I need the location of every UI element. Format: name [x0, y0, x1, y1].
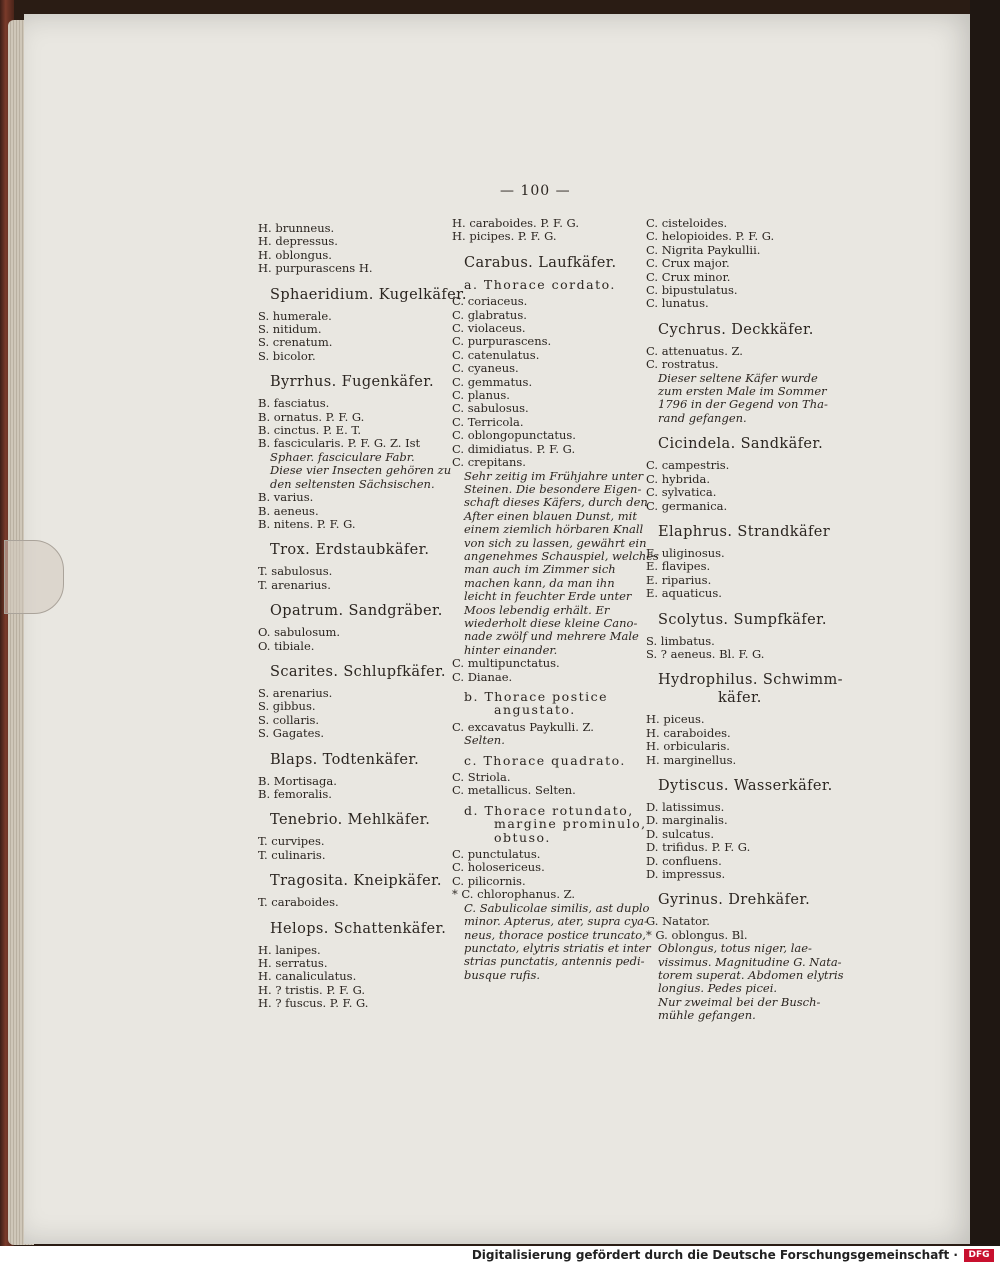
species-entry: C. campestris. — [646, 458, 730, 473]
species-entry: E. flavipes. — [646, 559, 711, 574]
section-heading: Cychrus. Deckkäfer. — [658, 321, 814, 338]
species-entry: C. glabratus. — [452, 307, 527, 322]
footer-text: Digitalisierung gefördert durch die Deutsche Forschungsgemeinschaft · — [471, 1248, 958, 1262]
species-entry: * G. oblongus. Bl. — [646, 927, 748, 942]
species-entry: T. sabulosus. — [258, 564, 333, 579]
species-entry: C. punctulatus. — [452, 847, 541, 862]
note-text: man auch im Zimmer sich — [464, 562, 616, 577]
subsection-heading-cont: obtuso. — [494, 829, 551, 845]
species-entry: D. sulcatus. — [646, 826, 714, 841]
species-entry: C. planus. — [452, 388, 510, 403]
note-text: leicht in feuchter Erde unter — [464, 589, 632, 604]
species-entry: H. picipes. P. F. G. — [452, 229, 557, 244]
species-entry: S. nitidum. — [258, 322, 322, 337]
species-entry: C. bipustulatus. — [646, 283, 738, 298]
section-heading: Elaphrus. Strandkäfer — [658, 523, 831, 540]
column-right — [646, 216, 844, 1023]
note-text: Dieser seltene Käfer wurde — [658, 370, 818, 385]
species-entry: S. arenarius. — [258, 685, 333, 700]
species-entry: D. confluens. — [646, 853, 722, 868]
species-entry: T. curvipes. — [258, 834, 325, 849]
species-entry: C. multipunctatus. — [452, 656, 560, 671]
note-text: Sehr zeitig im Frühjahre unter — [464, 468, 644, 483]
species-entry: O. tibiale. — [258, 638, 315, 653]
note-text: busque rufis. — [464, 967, 541, 982]
note-text: angenehmes Schauspiel, welches — [464, 548, 659, 563]
section-heading: Blaps. Todtenkäfer. — [270, 751, 420, 768]
species-entry: S. Gagates. — [258, 726, 325, 741]
species-entry: B. aeneus. — [258, 503, 319, 518]
note-text: After einen blauen Dunst, mit — [464, 508, 637, 523]
species-entry: C. Dianae. — [452, 669, 513, 684]
species-entry: H. purpurascens H. — [258, 261, 373, 276]
species-entry: T. caraboides. — [258, 895, 339, 910]
note-text: punctato, elytris striatis et inter — [464, 940, 651, 955]
species-entry: C. holosericeus. — [452, 860, 545, 875]
species-entry: * C. chlorophanus. Z. — [452, 887, 576, 902]
species-entry: C. attenuatus. Z. — [646, 343, 743, 358]
subsection-heading: c. Thorace quadrato. — [464, 752, 626, 768]
species-entry: B. ornatus. P. F. G. — [258, 409, 365, 424]
note-text: zum ersten Male im Sommer — [658, 384, 827, 399]
species-entry: H. marginellus. — [646, 752, 737, 767]
note-text: C. Sabulicolae similis, ast duplo — [464, 900, 650, 915]
subsection-heading-cont: margine prominulo, — [494, 816, 647, 832]
species-entry: B. nitens. P. F. G. — [258, 516, 356, 531]
species-entry: E. aquaticus. — [646, 586, 722, 601]
subsection-heading: b. Thorace postice — [464, 689, 609, 704]
section-heading: Carabus. Laufkäfer. — [464, 254, 617, 271]
species-entry: C. Crux minor. — [646, 269, 731, 284]
note-text: hinter einander. — [464, 642, 558, 657]
section-heading: Hydrophilus. Schwimm- — [658, 672, 843, 689]
species-entry: C. germanica. — [646, 498, 728, 513]
species-entry: D. marginalis. — [646, 813, 728, 828]
species-entry: B. fascicularis. P. F. G. Z. Ist — [258, 436, 421, 451]
page-clip — [4, 540, 64, 614]
species-entry: T. arenarius. — [258, 577, 331, 592]
species-entry: C. rostratus. — [646, 357, 719, 372]
species-entry: S. bicolor. — [258, 348, 316, 363]
species-entry: H. lanipes. — [258, 942, 321, 957]
species-entry: H. serratus. — [258, 956, 328, 970]
section-heading: Dytiscus. Wasserkäfer. — [658, 777, 833, 794]
species-entry: C. oblongopunctatus. — [452, 428, 576, 443]
species-entry: C. helopioides. P. F. G. — [646, 229, 775, 244]
species-entry: H. depressus. — [258, 234, 338, 249]
section-heading: Byrrhus. Fugenkäfer. — [270, 374, 434, 391]
section-heading: Gyrinus. Drehkäfer. — [658, 892, 811, 909]
note-text: Selten. — [464, 733, 505, 748]
note-text: schaft dieses Käfers, durch den — [464, 495, 648, 510]
subsection-heading: a. Thorace cordato. — [464, 276, 616, 292]
species-entry: C. Nigrita Paykullii. — [646, 242, 761, 257]
species-entry: H. orbicularis. — [646, 739, 730, 754]
species-entry: C. metallicus. Selten. — [452, 783, 576, 798]
section-heading: Trox. Erdstaubkäfer. — [270, 542, 430, 559]
species-entry: T. culinaris. — [258, 847, 326, 862]
note-text: neus, thorace postice truncato, — [464, 927, 646, 942]
note-text: rand gefangen. — [658, 410, 747, 425]
section-heading-cont: käfer. — [718, 690, 762, 707]
species-entry: H. brunneus. — [258, 221, 335, 235]
species-entry: S. gibbus. — [258, 699, 316, 714]
species-entry: C. pilicornis. — [452, 873, 526, 888]
note-text: 1796 in der Gegend von Tha- — [658, 397, 828, 412]
species-entry: O. sabulosum. — [258, 625, 341, 640]
species-entry: C. Terricola. — [452, 414, 524, 429]
species-entry: S. limbatus. — [646, 633, 715, 648]
species-entry: H. caraboides. — [646, 725, 731, 740]
species-entry: D. latissimus. — [646, 799, 725, 814]
species-entry: B. femoralis. — [258, 786, 332, 801]
note-text: von sich zu lassen, gewährt ein — [464, 535, 647, 550]
species-entry: E. riparius. — [646, 572, 712, 587]
column-middle — [452, 216, 659, 982]
note-text: Oblongus, totus niger, lae- — [658, 941, 812, 956]
section-heading: Scolytus. Sumpfkäfer. — [658, 611, 827, 628]
column-left — [258, 221, 467, 1011]
species-entry: C. Striola. — [452, 770, 511, 785]
species-entry: C. lunatus. — [646, 296, 709, 311]
species-entry: S. crenatum. — [258, 335, 333, 350]
section-heading: Opatrum. Sandgräber. — [270, 603, 443, 620]
species-entry: S. collaris. — [258, 712, 320, 727]
subsection-heading: d. Thorace rotundato, — [464, 802, 634, 818]
section-heading: Tragosita. Kneipkäfer. — [270, 873, 442, 890]
species-entry: G. Natator. — [646, 914, 710, 929]
species-entry: B. cinctus. P. E. T. — [258, 423, 362, 438]
species-entry: C. hybrida. — [646, 471, 711, 486]
species-entry: C. catenulatus. — [452, 347, 540, 362]
section-heading: Helops. Schattenkäfer. — [270, 920, 447, 937]
page-number: — 100 — — [500, 183, 571, 199]
species-entry: C. violaceus. — [452, 321, 526, 336]
species-entry: H. canaliculatus. — [258, 969, 357, 984]
section-heading: Scarites. Schlupfkäfer. — [270, 663, 446, 680]
species-entry: C. cisteloides. — [646, 216, 728, 230]
note-text: strias punctatis, antennis pedi- — [464, 954, 645, 969]
note-text: Nur zweimal bei der Busch- — [658, 994, 821, 1009]
note-text: mühle gefangen. — [658, 1008, 756, 1023]
note-text: minor. Apterus, ater, supra cya- — [464, 914, 648, 929]
species-entry: C. purpurascens. — [452, 334, 552, 349]
subsection-heading-cont: angustato. — [494, 702, 576, 718]
note-text: vissimus. Magnitudine G. Nata- — [658, 954, 842, 969]
species-entry: E. uliginosus. — [646, 545, 725, 560]
species-entry: C. coriaceus. — [452, 294, 528, 309]
species-entry: C. gemmatus. — [452, 374, 533, 389]
species-entry: B. fasciatus. — [258, 396, 330, 411]
species-entry: C. sylvatica. — [646, 485, 717, 500]
species-entry: H. ? tristis. P. F. G. — [258, 982, 366, 997]
footer-bar — [0, 1246, 1000, 1266]
species-entry: C. excavatus Paykulli. Z. — [452, 719, 594, 734]
note-text: wiederholt diese kleine Cano- — [464, 615, 638, 630]
right-gutter — [970, 0, 1000, 1246]
note-text: torem superat. Abdomen elytris — [658, 968, 844, 983]
species-entry: H. oblongus. — [258, 247, 332, 262]
species-entry: H. caraboides. P. F. G. — [452, 216, 579, 230]
note-text: den seltensten Sächsischen. — [270, 476, 435, 491]
species-entry: S. ? aeneus. Bl. F. G. — [646, 646, 765, 661]
section-heading: Tenebrio. Mehlkäfer. — [270, 812, 431, 829]
species-entry: B. varius. — [258, 490, 314, 505]
section-heading: Cicindela. Sandkäfer. — [658, 436, 824, 453]
note-text: longius. Pedes picei. — [658, 981, 778, 996]
species-entry: C. crepitans. — [452, 455, 526, 470]
species-entry: C. sabulosus. — [452, 401, 529, 416]
note-text: Steinen. Die besondere Eigen- — [464, 481, 642, 496]
species-entry: H. ? fuscus. P. F. G. — [258, 996, 369, 1011]
note-text: machen kann, da man ihn — [464, 575, 615, 590]
species-entry: D. impressus. — [646, 867, 726, 881]
section-heading: Sphaeridium. Kugelkäfer. — [270, 286, 467, 303]
note-text: Moos lebendig erhält. Er — [464, 602, 610, 617]
species-entry: H. piceus. — [646, 712, 705, 727]
species-entry: D. trifidus. P. F. G. — [646, 840, 751, 855]
note-text: einem ziemlich hörbaren Knall — [464, 522, 644, 537]
species-entry: B. Mortisaga. — [258, 773, 337, 788]
species-entry: C. cyaneus. — [452, 361, 519, 376]
species-entry: C. dimidiatus. P. F. G. — [452, 441, 576, 456]
species-entry: C. Crux major. — [646, 256, 730, 271]
dfg-logo: DFG — [964, 1249, 994, 1262]
note-text: Sphaer. fasciculare Fabr. — [270, 449, 415, 464]
note-text: nade zwölf und mehrere Male — [464, 629, 639, 644]
species-entry: S. humerale. — [258, 308, 332, 323]
note-text: Diese vier Insecten gehören zu — [270, 463, 452, 478]
